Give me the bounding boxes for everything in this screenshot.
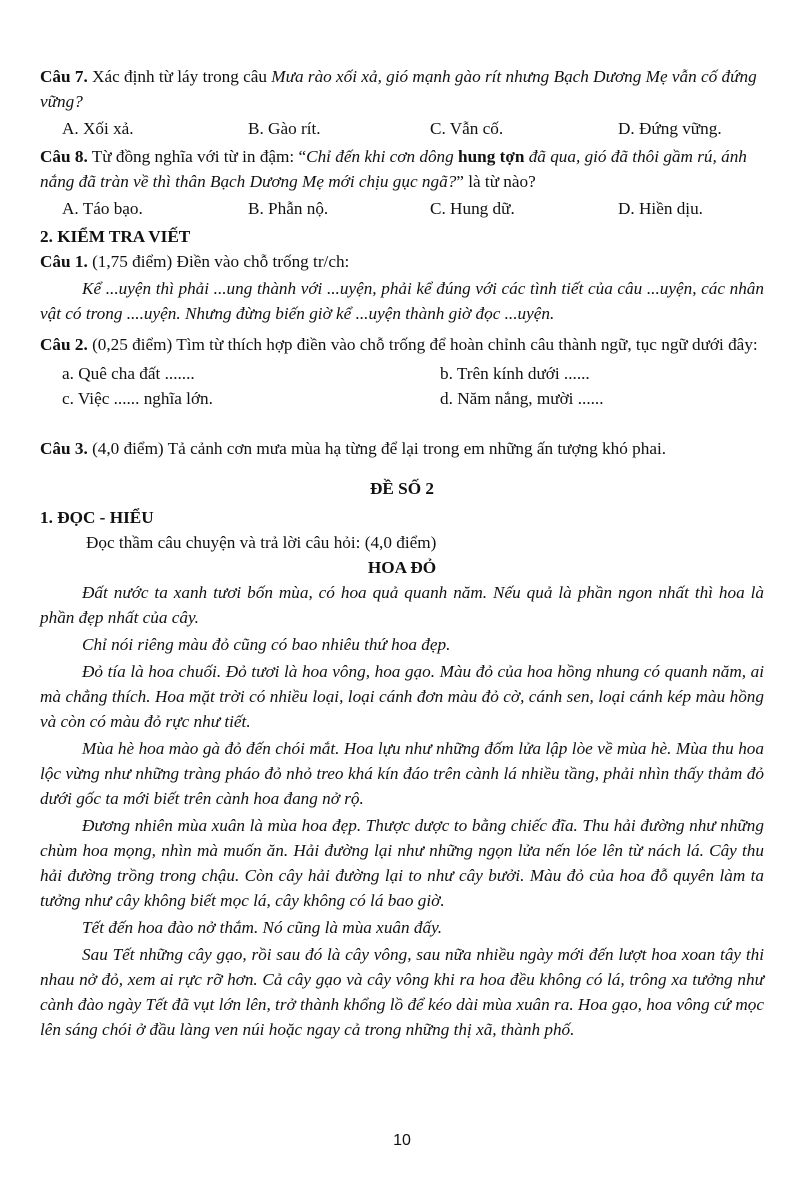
story-title: HOA ĐỎ (367, 558, 437, 577)
q8-option-b: B. Phẫn nộ. (248, 199, 329, 218)
reading-instruction: Đọc thầm câu chuyện và trả lời câu hỏi: (4,0 điểm) (86, 533, 437, 552)
q7-option-a: A. Xối xả. (62, 119, 134, 138)
q8-option-a: A. Táo bạo. (62, 199, 143, 218)
writing-q2-text: (0,25 điểm) Tìm từ thích hợp điền vào chỗ trống để hoàn chỉnh câu thành ngữ, tục ngữ dưới đây: (87, 335, 758, 354)
writing-q1-stem (40, 249, 764, 274)
exam-number-heading: ĐỀ SỐ 2 (370, 479, 434, 498)
q8-option-c: C. Hung dữ. (430, 199, 515, 218)
story-body (40, 580, 764, 1042)
writing-q2-item-d: d. Năm nắng, mười ...... (440, 389, 604, 408)
writing-q2-item-b: b. Trên kính dưới ...... (440, 364, 590, 383)
writing-q3-text: (4,0 điểm) Tả cảnh cơn mưa mùa hạ từng để lại trong em những ấn tượng khó phai. (87, 439, 667, 458)
story-paragraph: Đương nhiên mùa xuân là mùa hoa đẹp. Thược dược to bằng chiếc đĩa. Thu hải đường như những chùm hoa mọng, nhìn mà muốn ăn. Hải đường lại như những ngọn lửa nến lóe lên từ nách lá. Cây thu hải đường trồng trong chậu. Còn cây hải đường lại to như cây bưởi. Màu đỏ của hoa đỗ quyên làm ta tưởng như cây không biết mọc lá, cây không có lá bao giờ. (40, 816, 764, 910)
question-8-bold-word: hung tợn (458, 147, 525, 166)
question-8-text: Từ đồng nghĩa với từ in đậm: “ (87, 147, 307, 166)
question-8-tail: ” là từ nào? (456, 172, 536, 191)
story-paragraph: Tết đến hoa đào nở thắm. Nó cũng là mùa xuân đấy. (82, 918, 443, 937)
question-8 (40, 144, 764, 221)
question-8-quote-a: Chỉ đến khi cơn dông (306, 147, 459, 166)
question-8-options (40, 196, 764, 221)
question-7-options (40, 116, 764, 141)
question-7-text: Xác định từ láy trong câu (87, 67, 272, 86)
writing-q3-label: Câu 3. (40, 439, 88, 458)
question-8-stem (40, 144, 764, 194)
writing-q2-label: Câu 2. (40, 335, 88, 354)
writing-q2-item-c: c. Việc ...... nghĩa lớn. (62, 389, 213, 408)
writing-q2-item-a: a. Quê cha đất ....... (62, 364, 195, 383)
q7-option-c: C. Vẫn cố. (430, 119, 504, 138)
writing-q1-fill-text: Kể ...uyện thì phải ...ung thành với ...uyện, phải kể đúng với các tình tiết của câu ...uyện, các nhân vật có trong ....uyện. Nhưng đừng biến giờ kể ...uyện thành giờ đọc ...uyện. (40, 279, 764, 323)
writing-question-2 (40, 332, 764, 411)
section-2-heading: 2. KIỂM TRA VIẾT (40, 227, 191, 246)
writing-q1-label: Câu 1. (40, 252, 88, 271)
question-8-label: Câu 8. (40, 147, 88, 166)
writing-question-3 (40, 436, 764, 461)
writing-q2-stem (40, 332, 764, 357)
question-7-label: Câu 7. (40, 67, 88, 86)
writing-q2-row-1 (40, 361, 764, 386)
story-paragraph: Sau Tết những cây gạo, rồi sau đó là cây vông, sau nữa nhiều ngày mới đến lượt hoa xoan tây thi nhau nở đỏ, xem ai rực rỡ hơn. Cả cây gạo và cây vông khi ra hoa đều không có lá, trông xa tưởng như cành đào ngày Tết đã vụt lớn lên, trở thành khổng lồ để kéo dài mùa xuân ra. Hoa gạo, hoa vông cứ mọc lên sáng chói ở đầu làng ven núi hoặc ngay cả trong những thị xã, thành phố. (40, 945, 764, 1039)
section-1-heading: 1. ĐỌC - HIỂU (40, 508, 154, 527)
writing-q1-text: (1,75 điểm) Điền vào chỗ trống tr/ch: (87, 252, 350, 271)
story-paragraph: Đỏ tía là hoa chuối. Đỏ tươi là hoa vông, hoa gạo. Màu đỏ của hoa hồng nhung có quanh năm, ai mà chẳng thích. Hoa mặt trời có nhiều loại, loại cánh đơn màu đỏ cờ, cánh sen, loại cánh kép màu hồng và còn có màu đỏ rực như tiết. (40, 662, 764, 731)
question-7 (40, 64, 764, 141)
q7-option-b: B. Gào rít. (248, 119, 321, 138)
page-number: 10 (393, 1132, 411, 1149)
q7-option-d: D. Đứng vững. (618, 119, 722, 138)
question-7-stem (40, 64, 764, 114)
story-paragraph: Đất nước ta xanh tươi bốn mùa, có hoa quả quanh năm. Nếu quả là phần ngon nhất thì hoa là phần đẹp nhất của cây. (40, 583, 764, 627)
writing-question-1 (40, 249, 764, 326)
question-7-quote: Mưa rào xối xả, gió mạnh gào rít nhưng Bạch Dương Mẹ vẫn cố đứng vững? (40, 67, 757, 111)
story-paragraph: Mùa hè hoa mào gà đỏ đến chói mắt. Hoa lựu như những đốm lửa lập lòe về mùa hè. Mùa thu hoa lộc vừng như những tràng pháo đỏ nhỏ treo khá kín đáo trên cành lá nhiều tầng, phải nhìn thấy thảm đỏ dưới gốc ta mới biết trên cành hoa đang nở rộ. (40, 739, 764, 808)
question-8-quote-b: đã qua, gió đã thôi gầm rú, ánh nắng đã tràn về thì thân Bạch Dương Mẹ mới chịu gục ngã? (40, 147, 747, 191)
writing-q2-row-2 (40, 386, 764, 411)
writing-q3-stem (40, 436, 764, 461)
story-paragraph: Chỉ nói riêng màu đỏ cũng có bao nhiêu thứ hoa đẹp. (82, 635, 451, 654)
q8-option-d: D. Hiền dịu. (618, 199, 703, 218)
